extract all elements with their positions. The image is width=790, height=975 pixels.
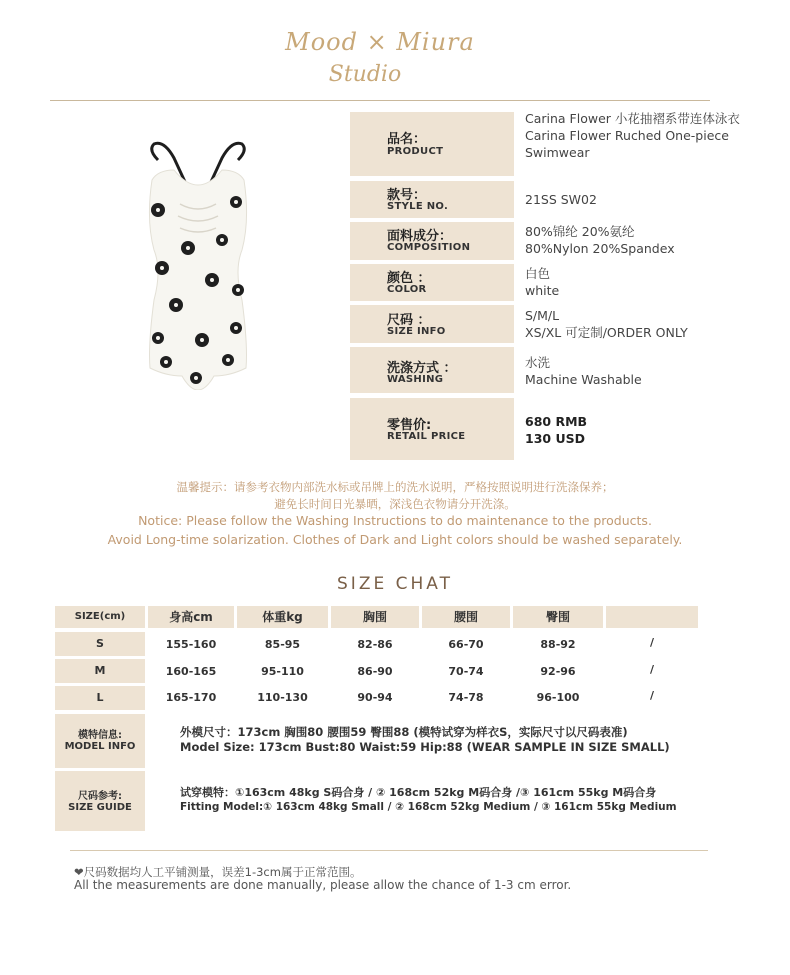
value-product: Carina Flower 小花抽褶系带连体泳衣 Carina Flower Ruched One-piece Swimwear [525,111,740,160]
size-row-label: S [55,632,145,656]
notice-en-line2: Avoid Long-time solarization. Clothes of Dark and Light colors should be washed separately. [107,532,683,547]
label-product: 品名： PRODUCT [350,112,514,176]
label-composition: 面料成分： COMPOSITION [350,222,514,260]
header-divider [50,100,710,101]
notice-cn-line1: 温馨提示：请参考衣物内部洗水标或吊牌上的洗水说明，严格按照说明进行洗涤保养； [176,480,614,494]
value-composition: 80%锦纶 20%氨纶 80%Nylon 20%Spandex [525,224,675,256]
table-cell: 66-70 [448,638,484,651]
model-info-line2: Model Size: 173cm Bust:80 Waist:59 Hip:88 (WEAR SAMPLE IN SIZE SMALL) [180,740,670,754]
value-size-info: S/M/L XS/XL 可定制/ORDER ONLY [525,308,688,340]
swimsuit-image [118,140,278,390]
model-info-line1: 外模尺寸：173cm 胸围80 腰围59 臀围88 (模特试穿为样衣S，实际尺寸以尺码表准) [180,725,628,739]
label-style-no: 款号： STYLE NO. [350,181,514,218]
table-cell: 90-94 [357,691,393,704]
header-height: 身高cm [148,606,234,628]
label-color: 颜色 ： COLOR [350,264,514,301]
size-chart-title: SIZE CHAT [337,574,453,594]
header-weight: 体重kg [237,606,328,628]
value-washing: 水洗 Machine Washable [525,355,642,387]
header-waist: 腰围 [422,606,510,628]
model-info-label: 模特信息: MODEL INFO [55,714,145,768]
table-cell: 95-110 [261,665,304,678]
label-washing: 洗涤方式 ： WASHING [350,347,514,393]
footer-divider [70,850,708,851]
size-guide-line2: Fitting Model:① 163cm 48kg Small / ② 168cm 52kg Medium / ③ 161cm 55kg Medium [180,801,677,813]
brand-logo-line2: Studio [328,62,402,87]
brand-logo-line1: Mood × Miura [285,28,475,56]
footer-note-cn: ❤尺码数据均人工平铺测量，误差1-3cm属于正常范围。 [74,865,362,879]
table-cell: / [649,636,655,649]
label-size-info: 尺码 ： SIZE INFO [350,305,514,343]
table-cell: 85-95 [264,638,301,651]
table-cell: / [649,663,655,676]
size-row-label: L [55,686,145,710]
table-cell: 96-100 [536,691,580,704]
table-cell: 82-86 [357,638,393,651]
notice-en-line1: Notice: Please follow the Washing Instructions to do maintenance to the products. [138,513,652,528]
notice-cn-line2: 避免长时间日光暴晒，深浅色衣物请分开洗涤。 [274,497,516,511]
size-guide-label: 尺码参考: SIZE GUIDE [55,771,145,831]
header-extra [606,606,698,628]
size-row-label: M [55,659,145,683]
table-cell: 86-90 [357,665,393,678]
table-cell: 88-92 [540,638,576,651]
table-cell: 155-160 [165,638,217,651]
table-cell: 74-78 [448,691,484,704]
footer-note-en: All the measurements are done manually, please allow the chance of 1-3 cm error. [74,878,572,892]
size-guide-line1: 试穿模特：①163cm 48kg S码合身 / ② 168cm 52kg M码合身 /③ 161cm 55kg M码合身 [180,786,657,799]
value-color: 白色 white [525,266,560,298]
table-cell: 92-96 [540,665,576,678]
label-retail-price: 零售价: RETAIL PRICE [350,398,514,460]
table-cell: 160-165 [165,665,217,678]
table-cell: 110-130 [257,691,308,704]
table-cell: / [649,689,655,702]
value-retail-price: 680 RMB 130 USD [525,414,588,446]
header-hip: 臀围 [513,606,603,628]
header-size: SIZE(cm) [55,606,145,628]
header-bust: 胸围 [331,606,419,628]
value-style-no: 21SS SW02 [525,192,597,207]
table-cell: 70-74 [448,665,484,678]
table-cell: 165-170 [165,691,217,704]
